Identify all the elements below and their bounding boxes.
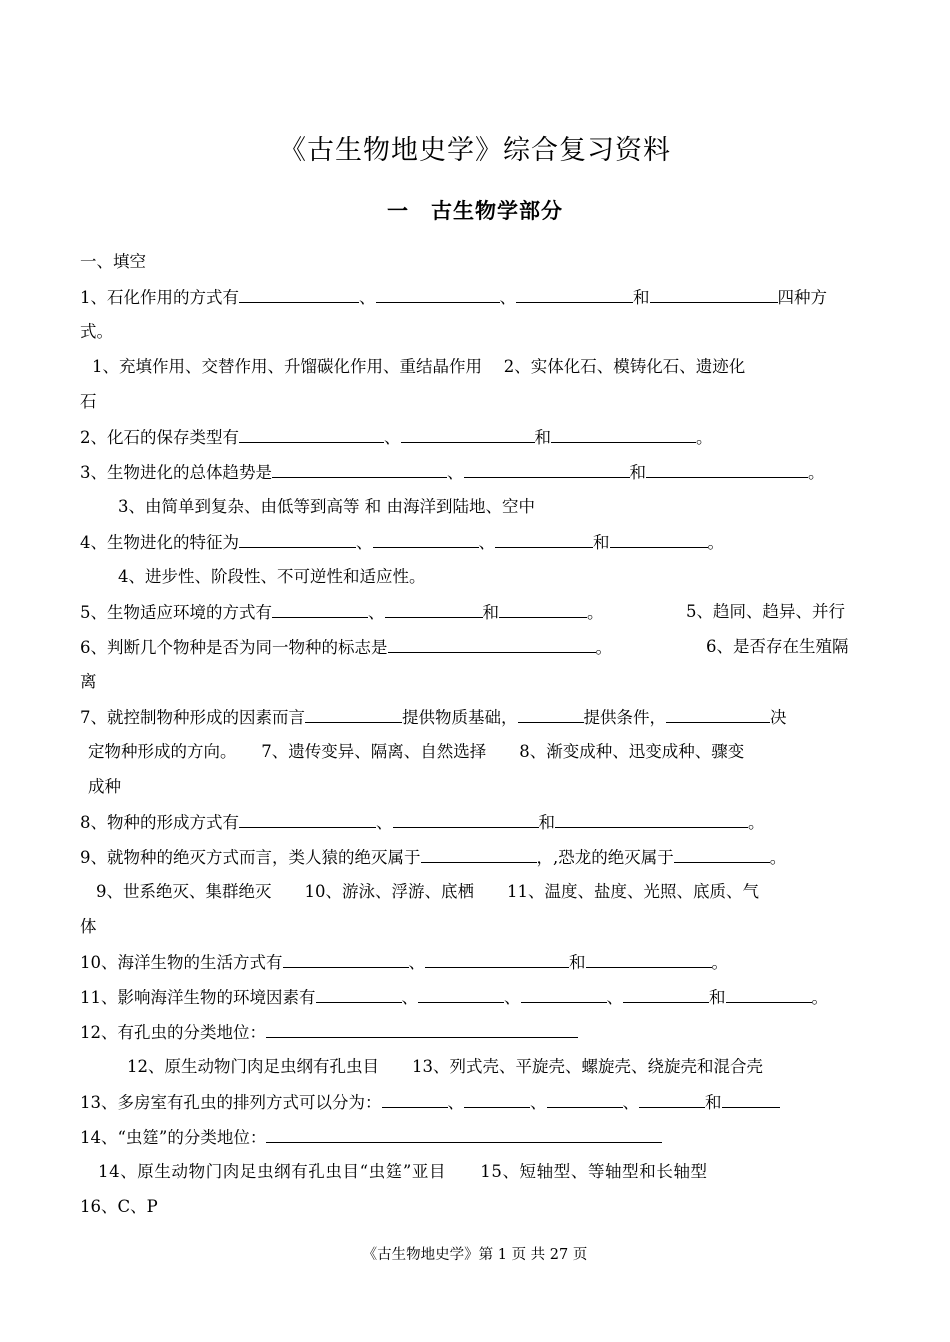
question-2: 2、化石的保存类型有 、 和 。 (80, 425, 875, 450)
answer-blank (272, 600, 368, 618)
answer-line-9: 9、世系绝灭、集群绝灭 10、游泳、浮游、底栖 11、温度、盐度、光照、底质、气 (96, 882, 759, 901)
answer-4: 4、进步性、阶段性、不可逆性和适应性。 (118, 567, 426, 586)
page-footer: 《古生物地史学》第 1 页 共 27 页 (362, 1247, 588, 1263)
answer-8-continued: 成种 (88, 777, 121, 796)
question-9: 9、就物种的绝灭方式而言，类人猿的绝灭属于 ，,恐龙的绝灭属于 。 (80, 845, 875, 870)
question-13: 13、多房室有孔虫的排列方式可以分为： 、 、 、 和 (80, 1090, 875, 1115)
answer-blank (518, 705, 584, 723)
answer-blank (674, 845, 770, 863)
question-11: 11、影响海洋生物的环境因素有 、 、 、 和 。 (80, 985, 875, 1010)
answer-line-1-continued: 石 (80, 392, 97, 411)
answer-blank (521, 985, 607, 1003)
answer-blank (401, 425, 535, 443)
answer-5: 5、趋同、趋异、并行 (686, 602, 845, 621)
answer-blank (418, 985, 504, 1003)
answer-blank (551, 425, 696, 443)
answer-blank (499, 600, 587, 618)
answer-blank (495, 530, 593, 548)
answer-blank (726, 985, 812, 1003)
answer-blank (639, 1090, 705, 1108)
answer-blank (316, 985, 402, 1003)
answer-blank (266, 1125, 662, 1143)
answer-blank (516, 285, 633, 303)
answer-6: 6、是否存在生殖隔 (706, 637, 849, 656)
answer-16: 16、C、P (80, 1197, 158, 1216)
answer-blank (373, 530, 479, 548)
answer-blank (239, 425, 384, 443)
question-1: 1、石化作用的方式有 、 、 和 四种方 (80, 285, 875, 310)
section-heading: 一 古生物学部分 (387, 198, 563, 223)
document-title: 《古生物地史学》综合复习资料 (279, 135, 671, 166)
question-7: 7、就控制物种形成的因素而言 提供物质基础， 提供条件， 决 (80, 705, 875, 730)
answer-3: 3、由简单到复杂、由低等到高等 和 由海洋到陆地、空中 (118, 497, 535, 516)
question-5: 5、生物适应环境的方式有 、 和 。 (80, 600, 875, 625)
answer-line-14: 14、原生动物门肉足虫纲有孔虫目“虫筳”亚目 15、短轴型、等轴型和长轴型 (98, 1162, 708, 1181)
answer-blank (464, 460, 630, 478)
answer-blank (239, 810, 376, 828)
answer-blank (272, 460, 447, 478)
answer-blank (239, 285, 359, 303)
answer-blank (376, 285, 500, 303)
answer-line-12: 12、原生动物门肉足虫纲有孔虫目 13、列式壳、平旋壳、螺旋壳、绕旋壳和混合壳 (127, 1057, 763, 1076)
answer-blank (382, 1090, 448, 1108)
answer-blank (266, 1020, 578, 1038)
question-7-continued: 定物种形成的方向。 7、遗传变异、隔离、自然选择 8、渐变成种、迅变成种、骤变 (88, 742, 745, 761)
answer-blank (464, 1090, 530, 1108)
answer-blank (393, 810, 539, 828)
answer-blank (425, 950, 569, 968)
question-6: 6、判断几个物种是否为同一物种的标志是 。 (80, 635, 875, 660)
question-14: 14、“虫筳”的分类地位： (80, 1125, 875, 1150)
answer-blank (388, 635, 596, 653)
answer-line-1: 1、充填作用、交替作用、升馏碳化作用、重结晶作用 2、实体化石、模铸化石、遗迹化 (92, 357, 746, 376)
question-10: 10、海洋生物的生活方式有 、 和 。 (80, 950, 875, 975)
answer-blank (722, 1090, 780, 1108)
answer-blank (650, 285, 778, 303)
answer-blank (586, 950, 712, 968)
question-8: 8、物种的形成方式有 、 和 。 (80, 810, 875, 835)
answer-blank (610, 530, 708, 548)
answer-6-continued: 离 (80, 672, 97, 691)
answer-blank (666, 705, 770, 723)
question-4: 4、生物进化的特征为 、 、 和 。 (80, 530, 875, 555)
answer-blank (305, 705, 402, 723)
answer-line-9-continued: 体 (80, 917, 97, 936)
answer-blank (646, 460, 808, 478)
question-3: 3、生物进化的总体趋势是 、 和 。 (80, 460, 875, 485)
answer-blank (623, 985, 709, 1003)
subsection-heading: 一、填空 (80, 252, 146, 271)
answer-blank (239, 530, 356, 548)
answer-blank (421, 845, 537, 863)
question-1-continued: 式。 (80, 322, 113, 341)
answer-blank (385, 600, 483, 618)
answer-blank (547, 1090, 623, 1108)
question-12: 12、有孔虫的分类地位： (80, 1020, 875, 1045)
answer-blank (283, 950, 409, 968)
answer-blank (555, 810, 748, 828)
